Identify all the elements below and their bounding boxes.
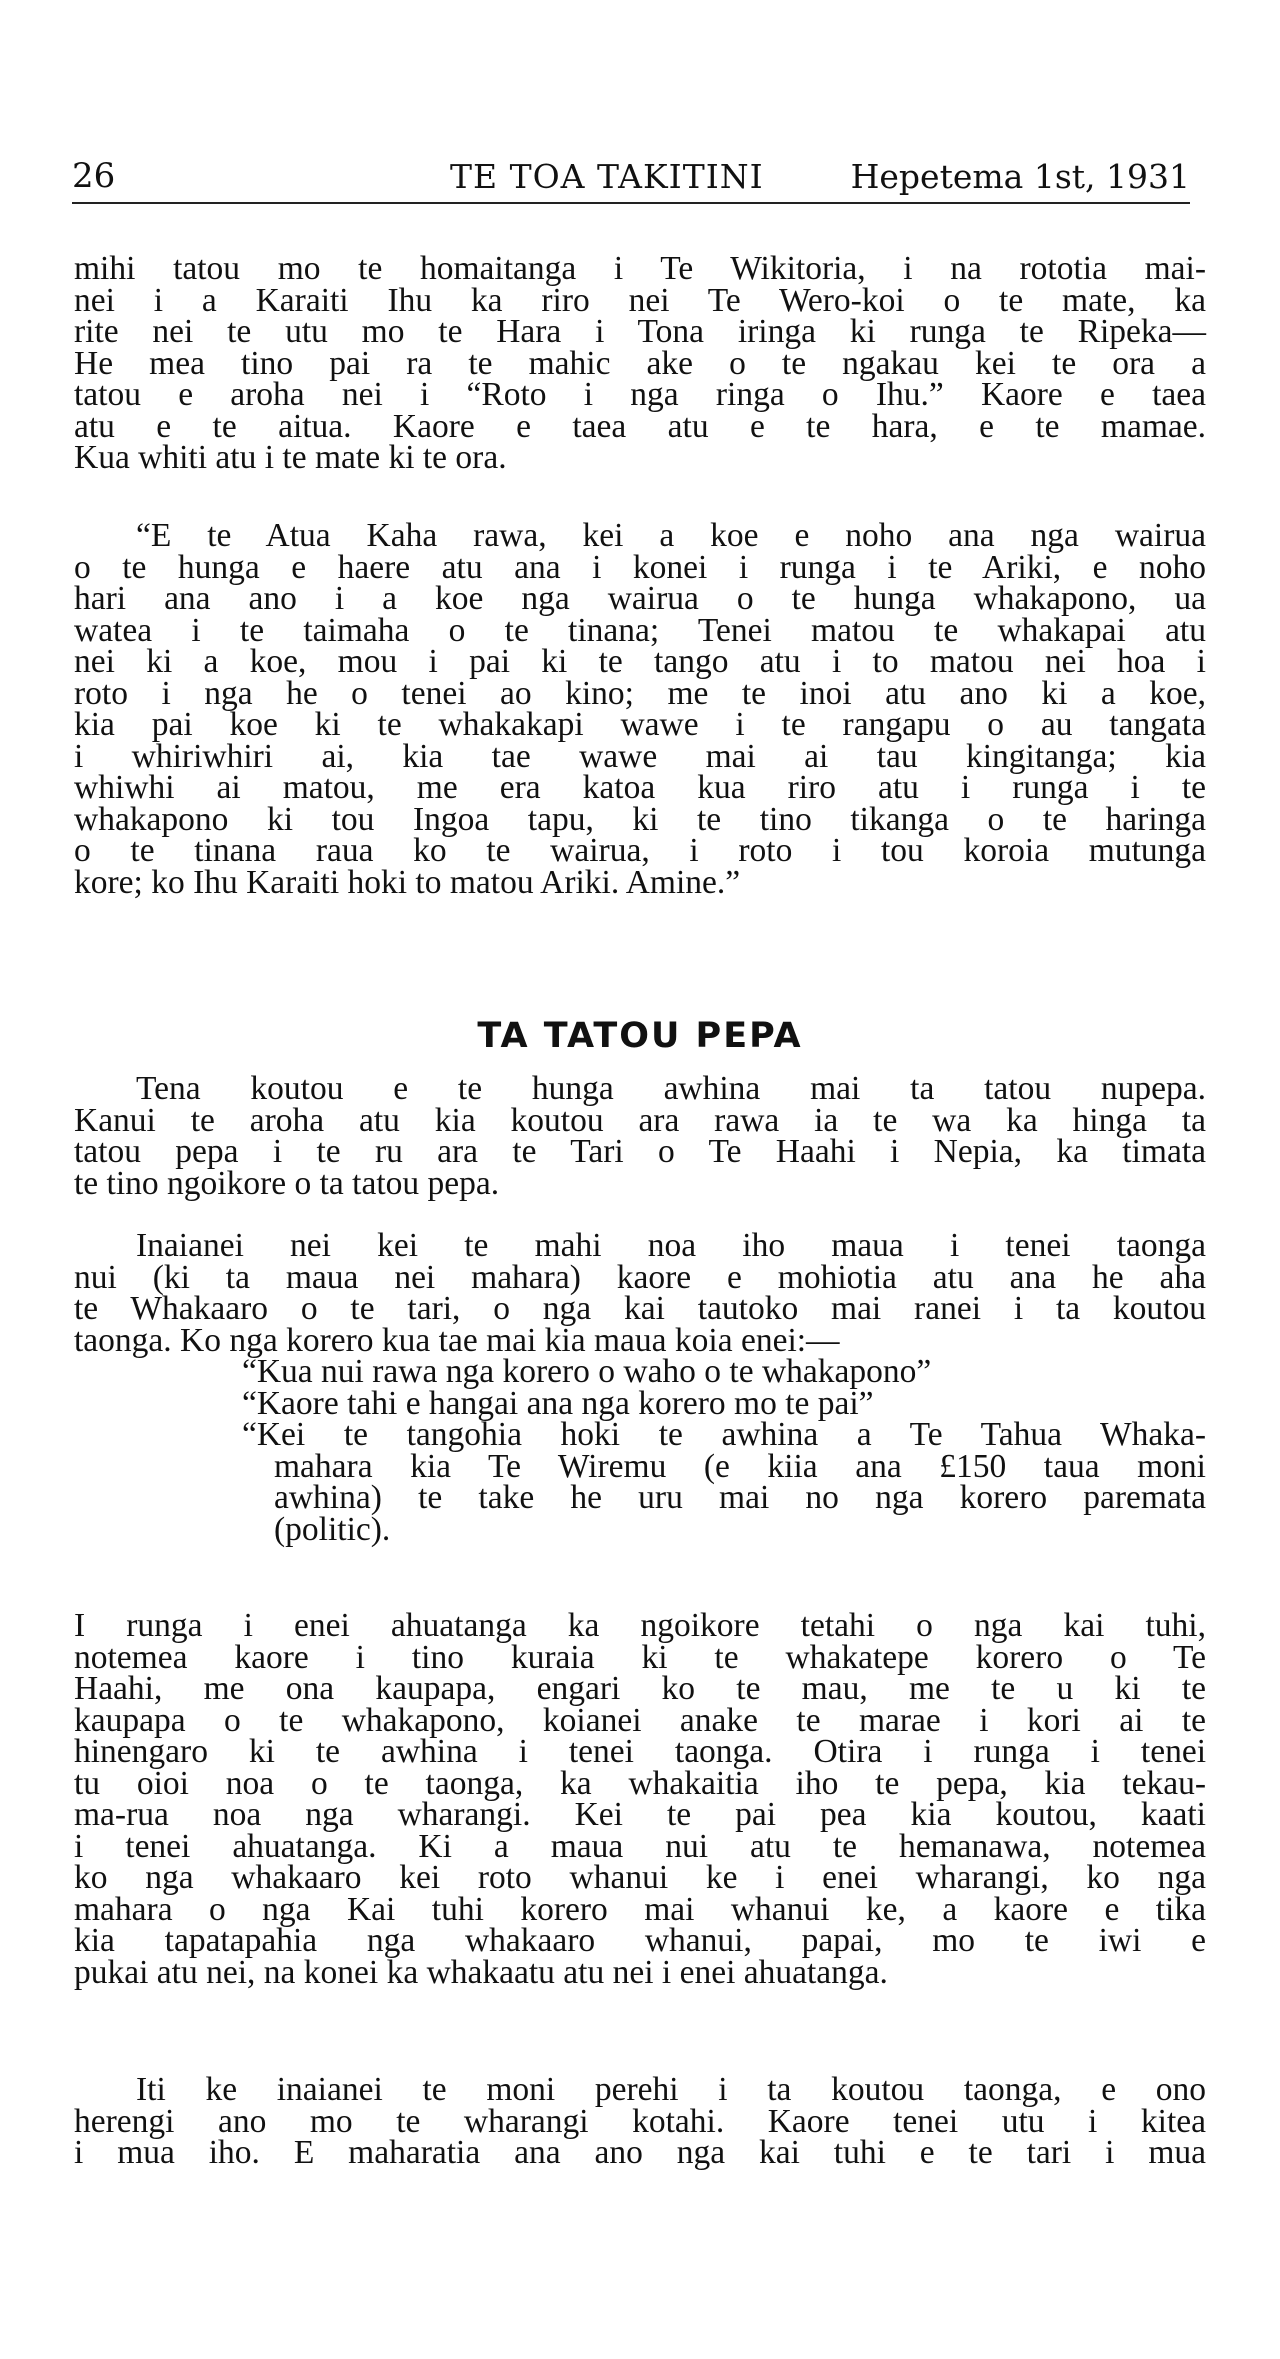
- text-line: tu oioi noa o te taonga, ka whakaitia iho te pepa, kia tekau-: [74, 1764, 1206, 1802]
- text-line: “E te Atua Kaha rawa, kei a koe e noho ana nga wairua: [136, 517, 1206, 554]
- text-line: te tino ngoikore o ta tatou pepa.: [74, 1164, 500, 1202]
- text-line: notemea kaore i tino kuraia ki te whakatepe korero o Te: [74, 1638, 1206, 1676]
- quote-line: “Kua nui rawa nga korero o waho o te whakapono”: [242, 1353, 932, 1390]
- text-line: mahara o nga Kai tuhi korero mai whanui ke, a kaore e tika: [74, 1890, 1206, 1928]
- text-line: watea i te taimaha o te tinana; Tenei matou te whakapai atu: [74, 611, 1206, 649]
- text-line: nei i a Karaiti Ihu ka riro nei Te Wero-koi o te mate, ka: [74, 281, 1206, 319]
- quote-line: “Kei te tangohia hoki te awhina a Te Tahua Whaka-: [242, 1416, 1206, 1453]
- text-line: nei ki a koe, mou i pai ki te tango atu i to matou nei hoa i: [74, 643, 1206, 680]
- paragraph-5: [74, 1607, 1206, 1991]
- text-line: ma-rua noa nga wharangi. Kei te pai pea kia koutou, kaati: [74, 1796, 1206, 1833]
- paragraph-6: [74, 2071, 1206, 2171]
- quote-line: awhina) te take he uru mai no nga korero paremata: [274, 1479, 1206, 1516]
- quote-line: (politic).: [274, 1510, 391, 1548]
- text-line: te Whakaaro o te tari, o nga kai tautoko mai ranei i ta koutou: [74, 1290, 1206, 1327]
- text-line: hinengaro ki te awhina i tenei taonga. Otira i runga i tenei: [74, 1733, 1206, 1770]
- publication-title: TE TOA TAKITINI: [450, 157, 764, 196]
- text-line: hari ana ano i a koe nga wairua o te hunga whakapono, ua: [74, 580, 1206, 617]
- text-line: pukai atu nei, na konei ka whakaatu atu nei i enei ahuatanga.: [74, 1953, 888, 1991]
- text-line: Kanui te aroha atu kia koutou ara rawa ia te wa ka hinga ta: [74, 1101, 1206, 1139]
- text-line: i tenei ahuatanga. Ki a maua nui atu te hemanawa, notemea: [74, 1827, 1206, 1865]
- text-line: taonga. Ko nga korero kua tae mai kia maua koia enei:—: [74, 1321, 840, 1359]
- text-line: i mua iho. E maharatia ana ano nga kai tuhi e te tari i mua: [74, 2134, 1206, 2171]
- text-line: Haahi, me ona kaupapa, engari ko te mau, me te u ki te: [74, 1670, 1206, 1707]
- text-line: kia tapatapahia nga whakaaro whanui, papai, mo te iwi e: [74, 1922, 1206, 1959]
- text-line: mihi tatou mo te homaitanga i Te Wikitoria, i na rototia mai-: [74, 250, 1206, 287]
- page-number: 26: [72, 156, 116, 196]
- text-line: I runga i enei ahuatanga ka ngoikore tetahi o nga kai tuhi,: [74, 1607, 1206, 1644]
- quote-line: “Kaore tahi e hangai ana nga korero mo te pai”: [242, 1384, 874, 1422]
- issue-date: Hepetema 1st, 1931: [850, 157, 1190, 196]
- text-line: tatou pepa i te ru ara te Tari o Te Haahi i Nepia, ka timata: [74, 1133, 1206, 1170]
- text-line: whiwhi ai matou, me era katoa kua riro atu i runga i te: [74, 769, 1206, 806]
- text-line: o te hunga e haere atu ana i konei i runga i te Ariki, e noho: [74, 548, 1206, 586]
- text-line: He mea tino pai ra te mahic ake o te ngakau kei te ora a: [74, 344, 1206, 382]
- text-line: tatou e aroha nei i “Roto i nga ringa o Ihu.” Kaore e taea: [74, 376, 1206, 413]
- text-line: nui (ki ta maua nei mahara) kaore e mohiotia atu ana he aha: [74, 1258, 1206, 1296]
- section-heading: TA TATOU PEPA: [477, 1016, 803, 1056]
- text-line: ko nga whakaaro kei roto whanui ke i enei wharangi, ko nga: [74, 1859, 1206, 1896]
- text-line: whakapono ki tou Ingoa tapu, ki te tino tikanga o te haringa: [74, 800, 1206, 838]
- paragraph-4: [74, 1227, 1206, 1548]
- paragraph-2: [74, 517, 1206, 901]
- running-header: [72, 150, 1190, 204]
- text-line: i whiriwhiri ai, kia tae wawe mai ai tau kingitanga; kia: [74, 737, 1206, 775]
- text-line: Iti ke inaianei te moni perehi i ta koutou taonga, e ono: [136, 2071, 1206, 2108]
- text-line: o te tinana raua ko te wairua, i roto i tou koroia mutunga: [74, 832, 1206, 869]
- text-line: atu e te aitua. Kaore e taea atu e te hara, e te mamae.: [74, 407, 1206, 445]
- text-line: kaupapa o te whakapono, koianei anake te marae i kori ai te: [74, 1701, 1206, 1739]
- quote-line: mahara kia Te Wiremu (e kiia ana £150 taua moni: [274, 1447, 1206, 1485]
- text-line: rite nei te utu mo te Hara i Tona iringa ki runga te Ripeka—: [74, 313, 1206, 350]
- text-line: roto i nga he o tenei ao kino; me te inoi atu ano ki a koe,: [74, 674, 1206, 712]
- text-line: kia pai koe ki te whakakapi wawe i te rangapu o au tangata: [74, 706, 1206, 743]
- paragraph-1: [74, 250, 1206, 476]
- text-line: Kua whiti atu i te mate ki te ora.: [74, 439, 507, 476]
- text-line: Inaianei nei kei te mahi noa iho maua i tenei taonga: [136, 1227, 1206, 1264]
- text-line: kore; ko Ihu Karaiti hoki to matou Ariki. Amine.”: [74, 863, 741, 901]
- text-line: herengi ano mo te wharangi kotahi. Kaore tenei utu i kitea: [74, 2102, 1206, 2140]
- paragraph-3: [74, 1070, 1206, 1202]
- text-line: Tena koutou e te hunga awhina mai ta tatou nupepa.: [136, 1070, 1206, 1107]
